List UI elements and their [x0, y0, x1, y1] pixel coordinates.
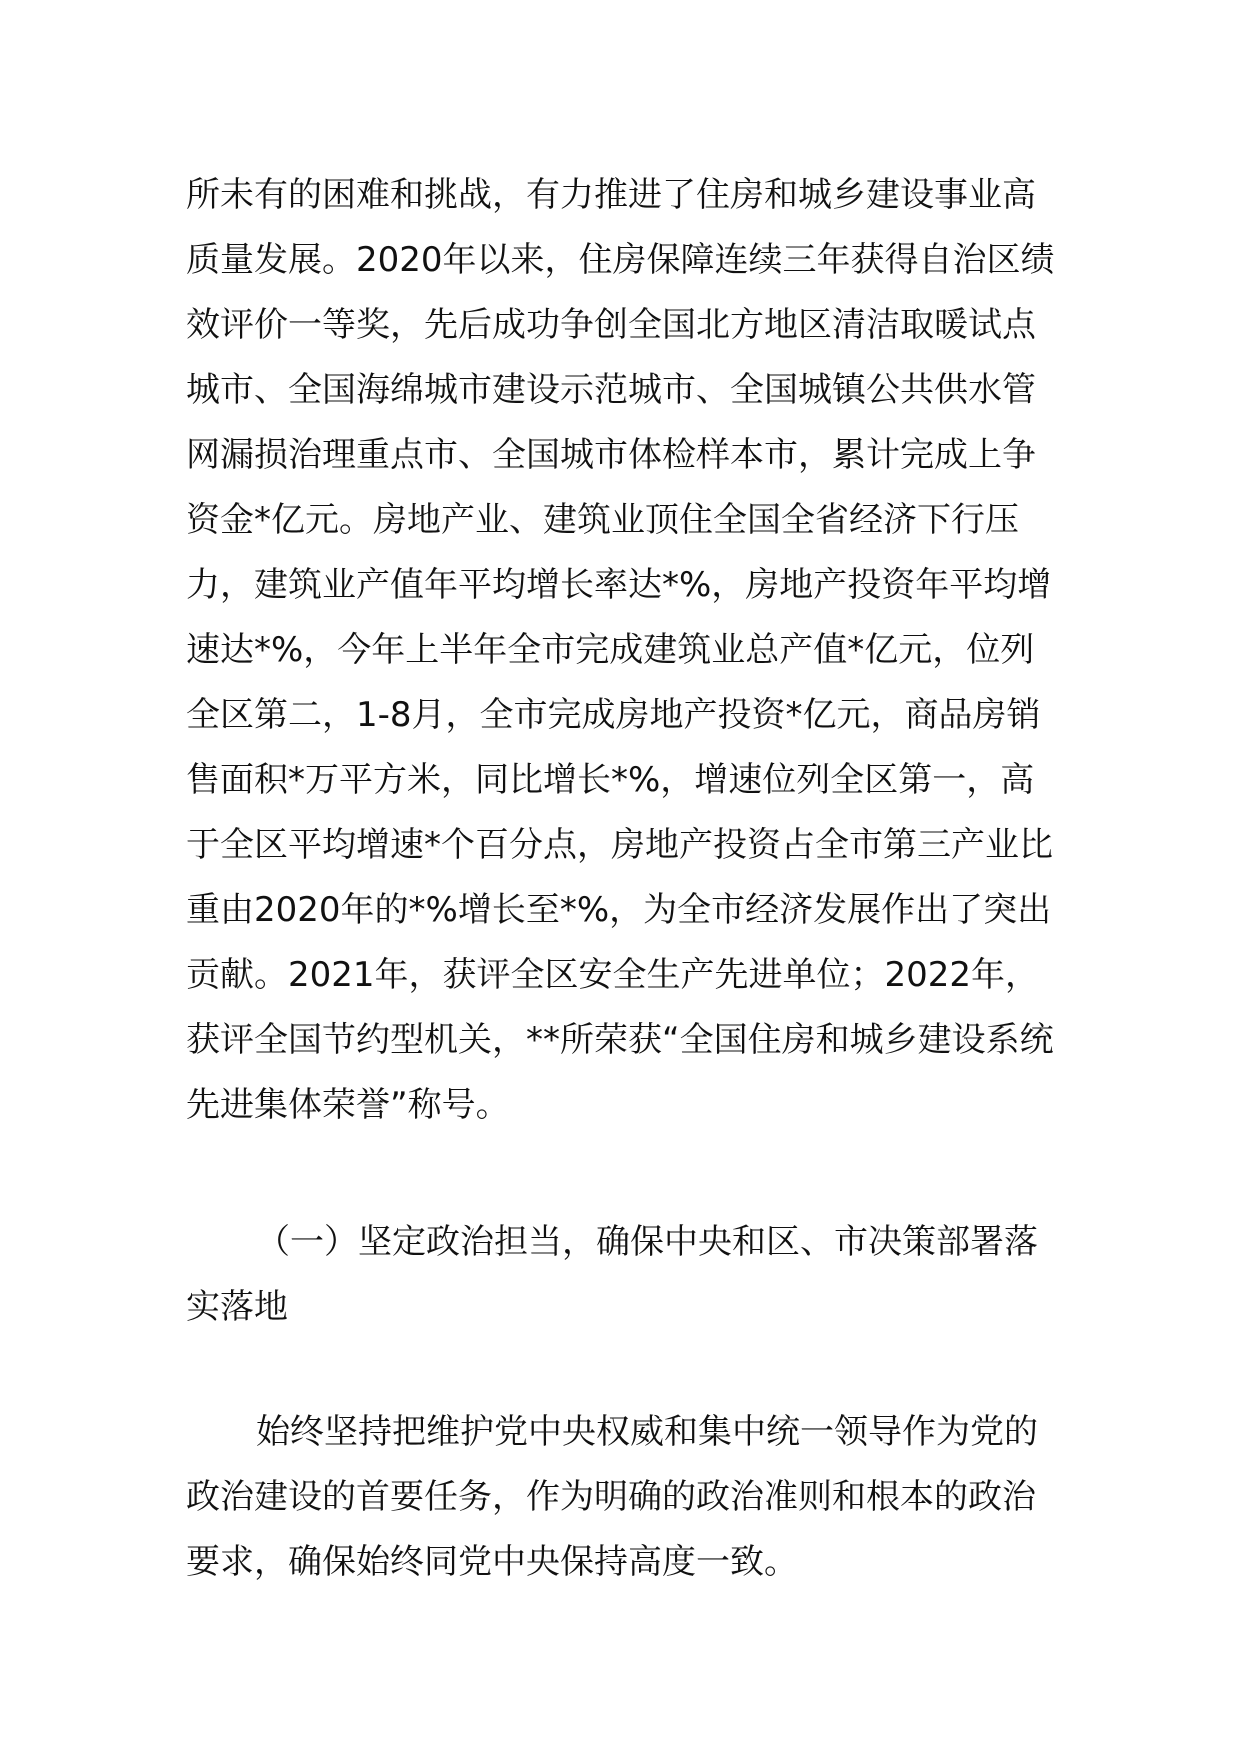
- body-paragraph-political: 始终坚持把维护党中央权威和集中统一领导作为党的政治建设的首要任务，作为明确的政治准则和根本的政治要求，确保始终同党中央保持高度一致。: [186, 1412, 1038, 1582]
- section-heading: （一）坚定政治担当，确保中央和区、市决策部署落实落地: [186, 1222, 1038, 1327]
- body-paragraph-achievements: 所未有的困难和挑战，有力推进了住房和城乡建设事业高质量发展。2020年以来，住房保障连续三年获得自治区绩效评价一等奖，先后成功争创全国北方地区清洁取暖试点城市、全国海绵城市建设示范城市、全国城镇公共供水管网漏损治理重点市、全国城市体检样本市，累计完成上争资金*亿元。房地产业、建筑业顶住全国全省经济下行压力，建筑业产值年平均增长率达*%，房地产投资年平均增速达*%，今年上半年全市完成建筑业总产值*亿元，位列全区第二，1-8月，全市完成房地产投资*亿元，商品房销售面积*万平方米，同比增长*%，增速位列全区第一，高于全区平均增速*个百分点，房地产投资占全市第三产业比重由2020年的*%增长至*%，为全市经济发展作出了突出贡献。2021年，获评全区安全生产先进单位；2022年，获评全国节约型机关，**所荣获“全国住房和城乡建设系统先进集体荣誉”称号。: [186, 175, 1055, 1125]
